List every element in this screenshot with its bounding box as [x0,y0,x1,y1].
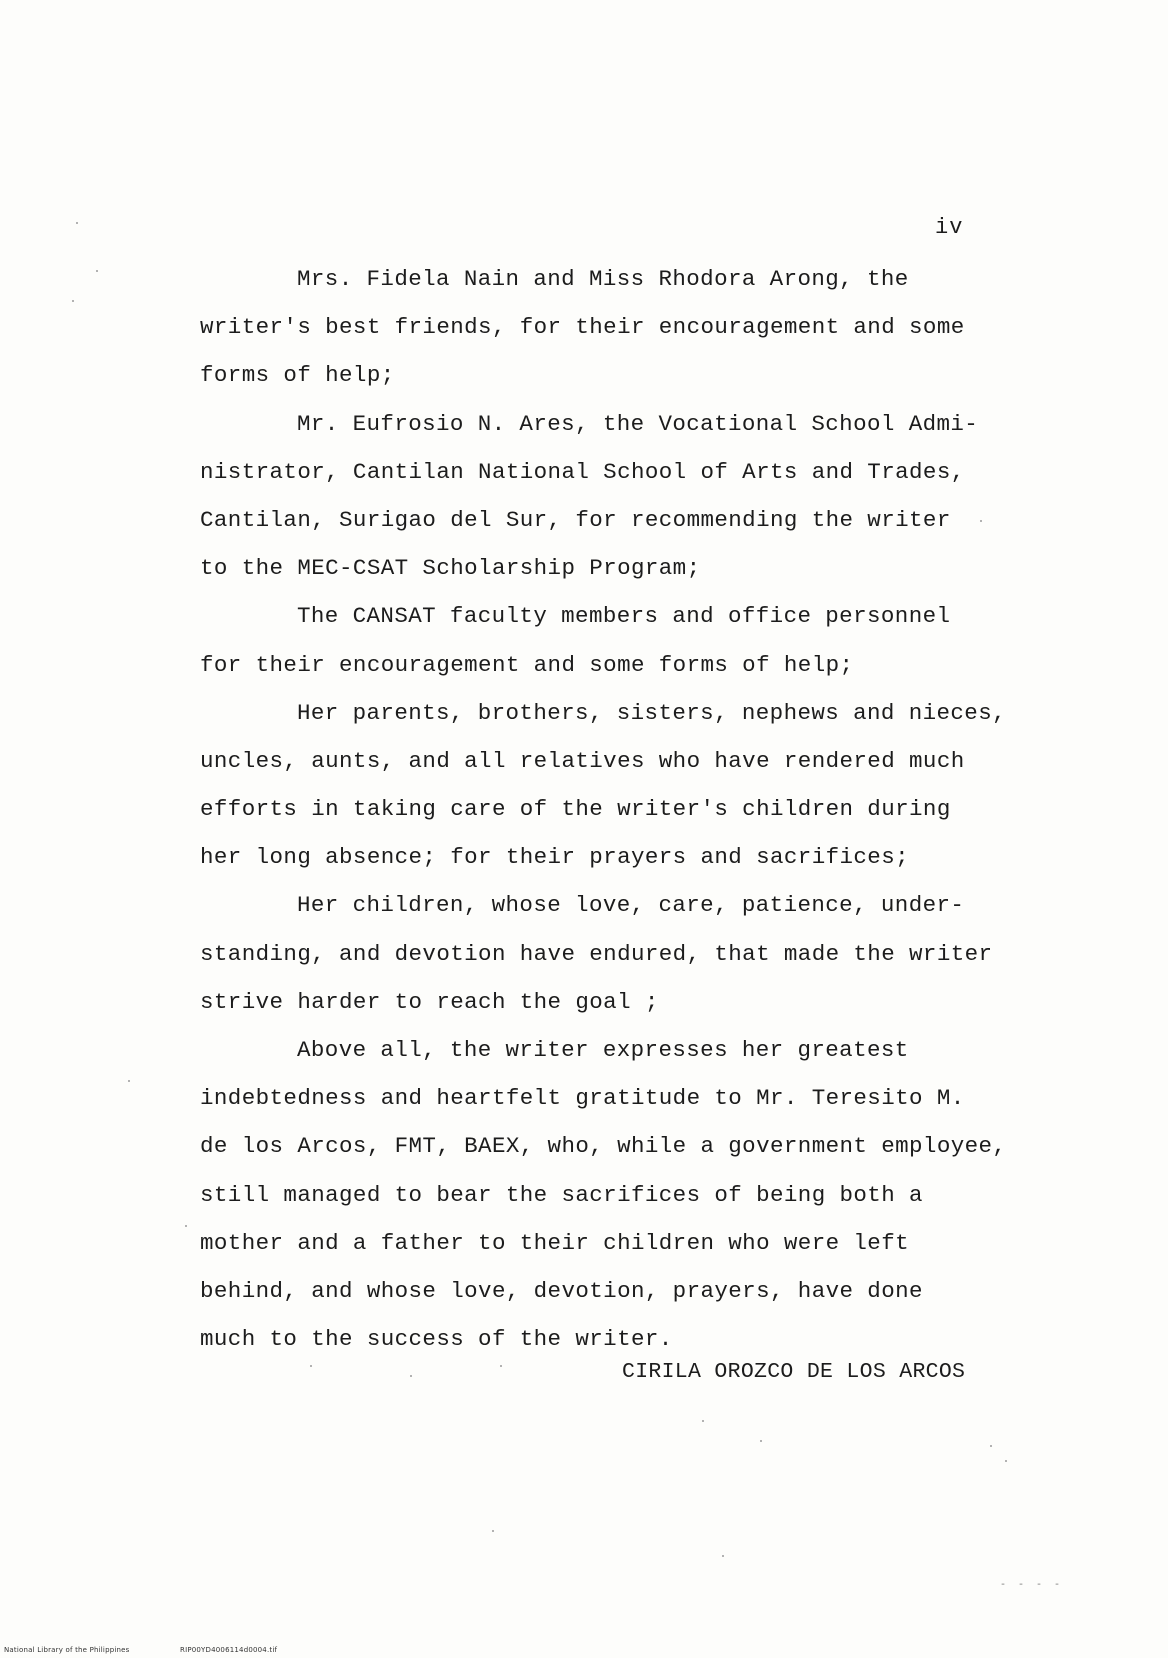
author-signature-name: CIRILA OROZCO DE LOS ARCOS [622,1360,966,1384]
scan-speck [185,1225,187,1227]
scan-speck [500,1365,502,1367]
scan-speck [492,1530,494,1532]
text-line: still managed to bear the sacrifices of being both a [200,1181,923,1208]
paragraph-administrator [200,400,1020,593]
text-line: for their encouragement and some forms of help; [200,651,854,678]
text-line: strive harder to reach the goal ; [200,988,659,1015]
text-line: Mrs. Fidela Nain and Miss Rhodora Arong, the [297,266,909,292]
paragraph-children [200,881,1020,1026]
text-line: Mr. Eufrosio N. Ares, the Vocational School Admi- [297,410,979,437]
scan-speck [980,520,982,522]
scan-dash-mark: - - - - [1000,1580,1064,1591]
paragraph-faculty [200,592,1020,688]
text-line: The CANSAT faculty members and office personnel [297,603,951,630]
paragraph-spouse [200,1026,1020,1363]
text-line: her long absence; for their prayers and sacrifices; [200,844,910,871]
scan-speck [72,300,74,302]
text-line: writer's best friends, for their encouragement and some [200,314,965,341]
text-line: behind, and whose love, devotion, prayers, have done [200,1277,923,1304]
scan-speck [722,1555,724,1557]
text-line: mother and a father to their children who were left [200,1229,910,1256]
text-line: forms of help; [200,362,395,389]
paragraph-family [200,689,1020,882]
scan-speck [410,1375,412,1377]
paragraph-friends [200,255,1020,400]
scan-speck [310,1365,312,1367]
acknowledgment-body [200,255,1020,1363]
text-line: Above all, the writer expresses her greatest [297,1037,909,1063]
page-number: iv [935,215,964,240]
scan-speck [990,1445,992,1447]
text-line: uncles, aunts, and all relatives who have rendered much [200,747,965,774]
text-line: de los Arcos, FMT, BAEX, who, while a government employee, [200,1133,1007,1160]
text-line: Cantilan, Surigao del Sur, for recommending the writer [200,506,951,533]
text-line: nistrator, Cantilan National School of Arts and Trades, [200,458,965,485]
scan-speck [1005,1460,1007,1462]
scan-speck [76,222,78,224]
scan-speck [760,1440,762,1442]
footer-file-id: RIP00YD4006114d0004.tif [180,1646,278,1654]
text-line: standing, and devotion have endured, that made the writer [200,940,993,967]
text-line: to the MEC-CSAT Scholarship Program; [200,555,701,582]
text-line: Her children, whose love, care, patience, under- [297,892,965,919]
footer-library-credit: National Library of the Philippines [4,1646,130,1654]
text-line: much to the success of the writer. [200,1326,673,1353]
scan-speck [702,1420,704,1422]
text-line: Her parents, brothers, sisters, nephews and nieces, [297,699,1007,726]
text-line: efforts in taking care of the writer's children during [200,796,951,823]
text-line: indebtedness and heartfelt gratitude to Mr. Teresito M. [200,1085,965,1112]
scan-speck [96,270,98,272]
scan-speck [128,1080,130,1082]
